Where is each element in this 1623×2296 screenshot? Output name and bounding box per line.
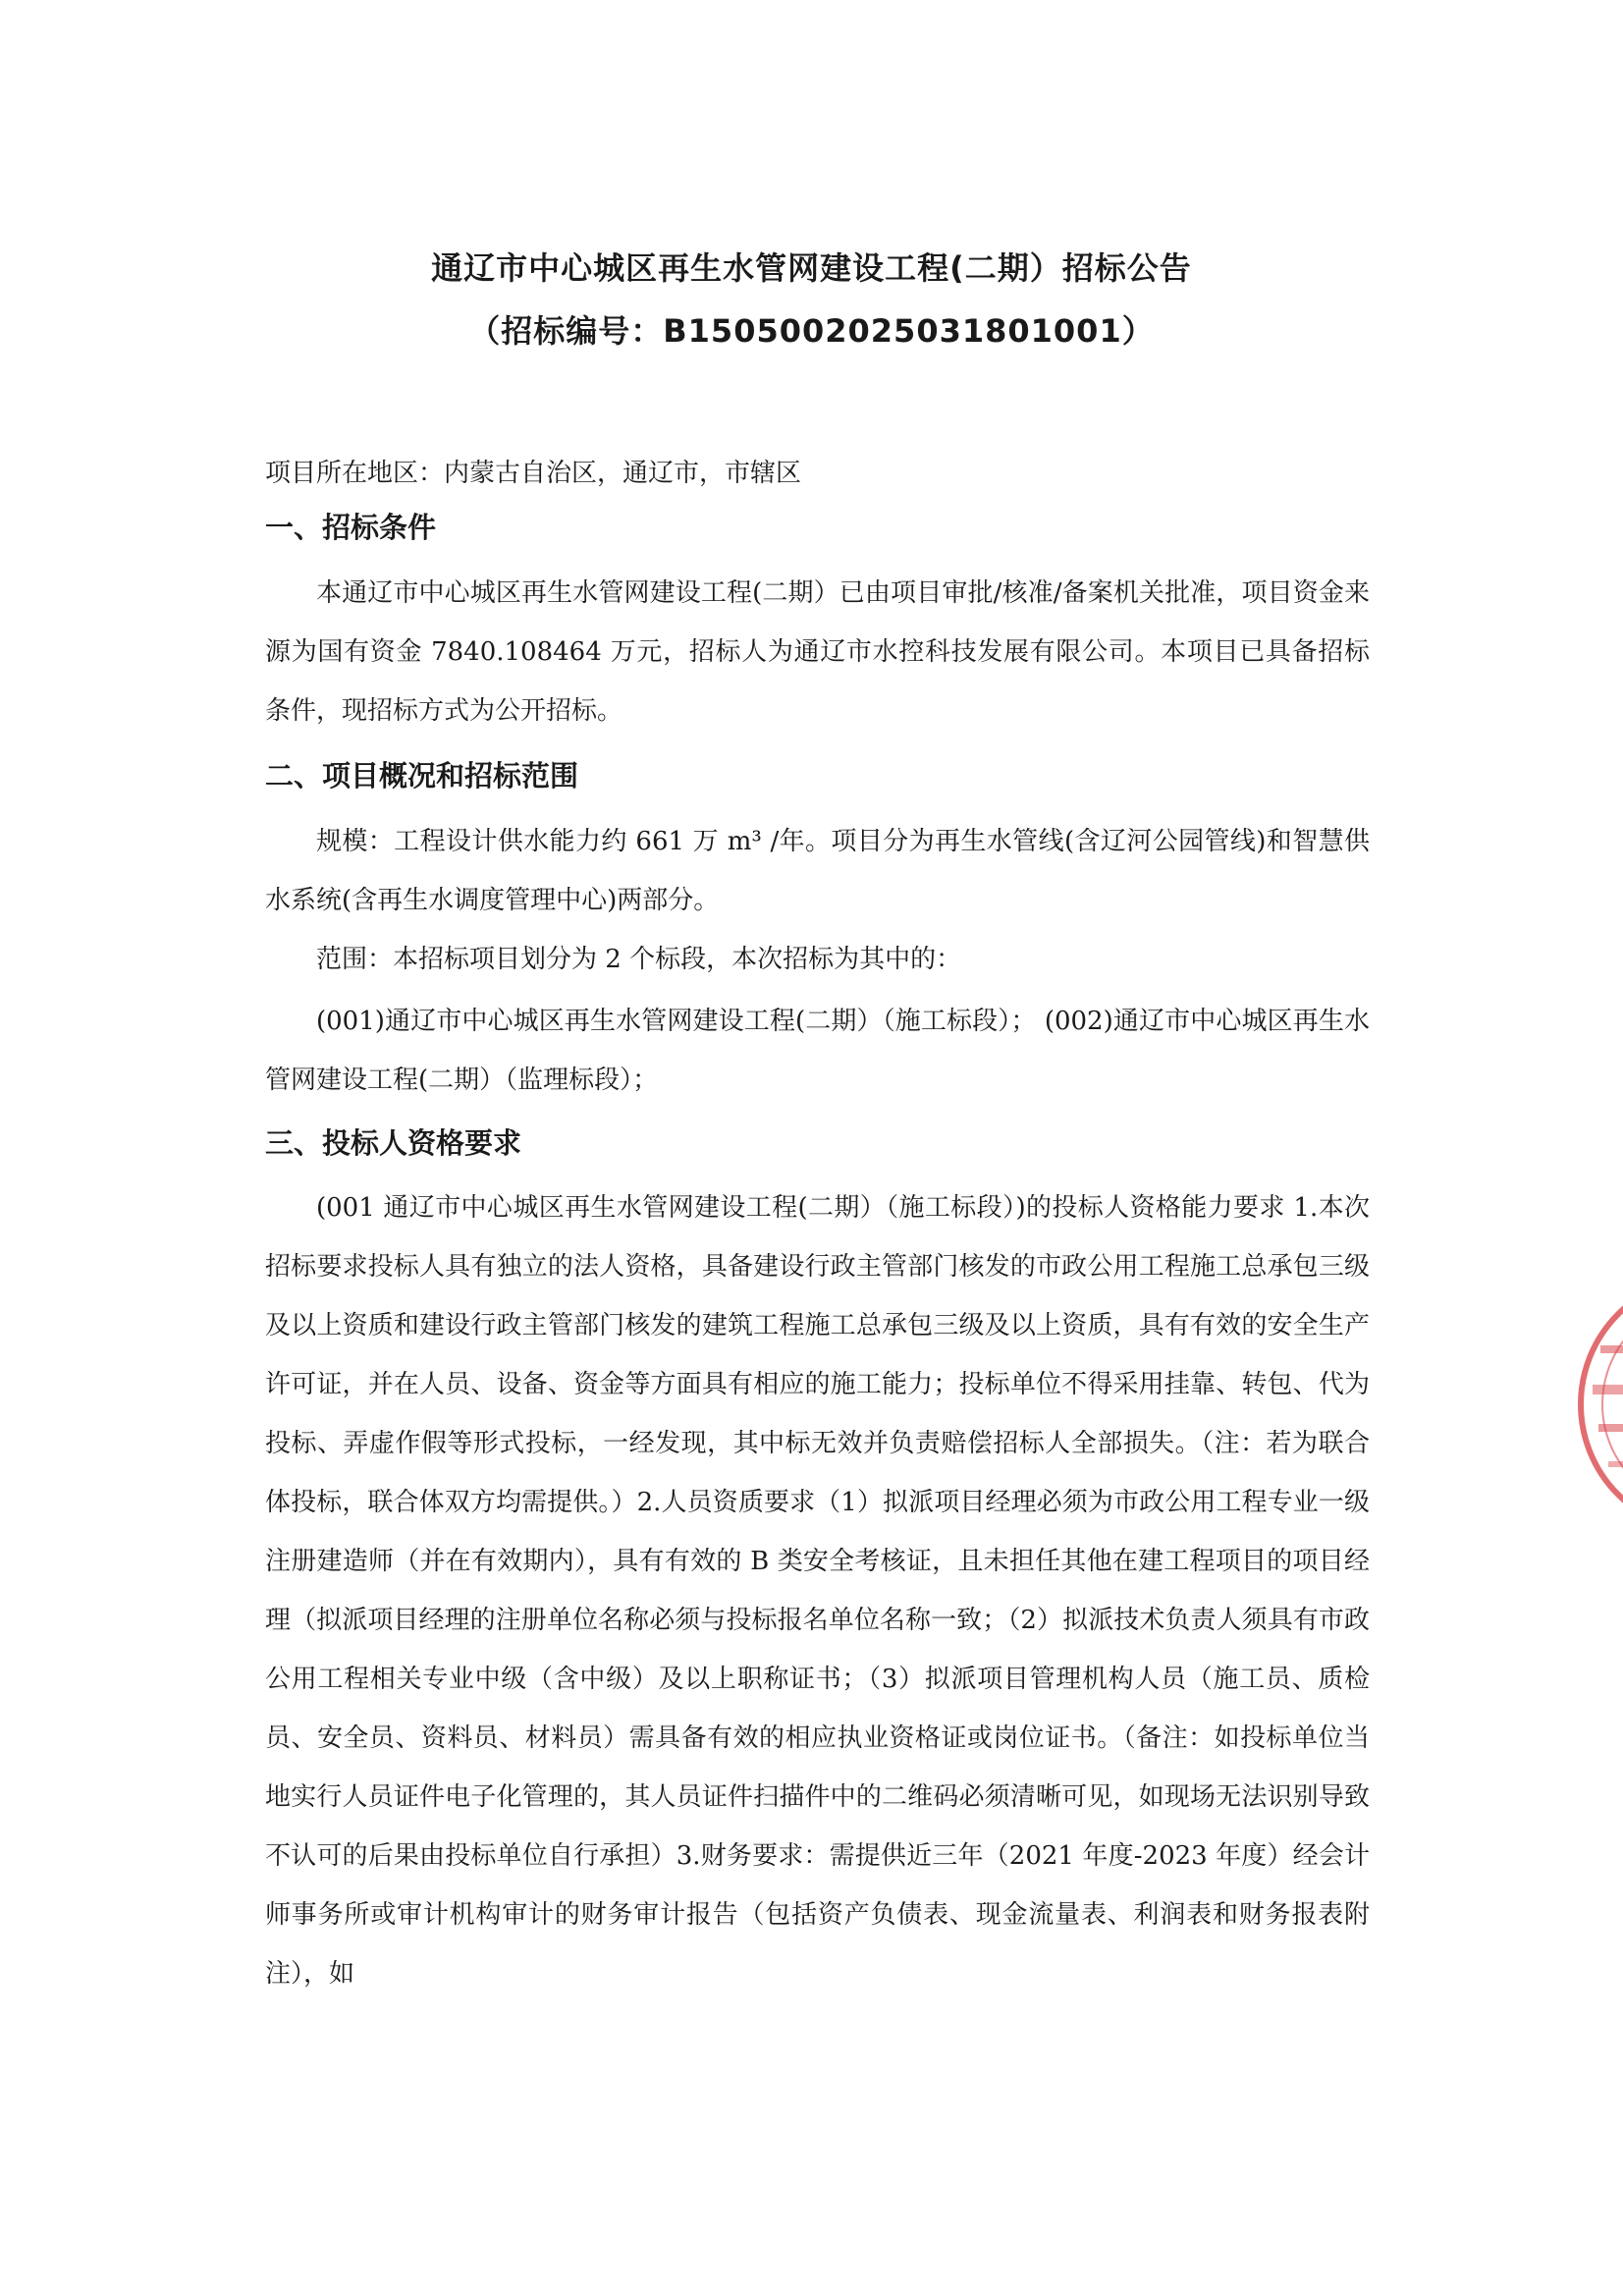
section-heading-2: 二、项目概况和招标范围 xyxy=(265,759,579,793)
stamp-mark-4 xyxy=(1608,1461,1623,1467)
section-heading-1: 一、招标条件 xyxy=(265,511,437,544)
stamp-mark-2 xyxy=(1593,1385,1623,1394)
section-2-paragraph-scope: 范围：本招标项目划分为 2 个标段，本次招标为其中的： xyxy=(316,945,962,974)
red-seal-stamp xyxy=(1571,1257,1623,1552)
tender-number: （招标编号：B1505002025031801001） xyxy=(468,312,1155,350)
section-2-paragraph-scale: 规模：工程设计供水能力约 661 万 m³ /年。项目分为再生水管线(含辽河公园管线)和智慧供水系统(含再生水调度管理中心)两部分。 xyxy=(265,827,1370,915)
section-heading-3: 三、投标人资格要求 xyxy=(265,1126,522,1160)
stamp-mark-3 xyxy=(1598,1424,1623,1432)
section-2-paragraph-lots: (001)通辽市中心城区再生水管网建设工程(二期）（施工标段）； (002)通辽市中心城区再生水管网建设工程(二期）（监理标段）； xyxy=(265,1007,1370,1095)
section-3-paragraph: (001 通辽市中心城区再生水管网建设工程(二期）（施工标段）)的投标人资格能力要求 1.本次招标要求投标人具有独立的法人资格，具备建设行政主管部门核发的市政公用工程施工总承包三级及以上资质和建设行政主管部门核发的建筑工程施工总承包三级及以上资质，具有有效的安全生产许可证，并在人员、设备、资金等方面具有相应的施工能力；投标单位不得采用挂靠、转包、代为投标、弄虚作假等形式投标，一经发现，其中标无效并负责赔偿招标人全部损失。（注：若为联合体投标，联合体双方均需提供。）2.人员资质要求（1）拟派项目经理必须为市政公用工程专业一级注册建造师（并在有效期内），具有有效的 B 类安全考核证，且未担任其他在建工程项目的项目经理（拟派项目经理的注册单位名称必须与投标报名单位名称一致；（2）拟派技术负责人须具有市政公用工程相关专业中级（含中级）及以上职称证书；（3）拟派项目管理机构人员（施工员、质检员、安全员、资料员、材料员）需具备有效的相应执业资格证或岗位证书。（备注：如投标单位当地实行人员证件电子化管理的，其人员证件扫描件中的二维码必须清晰可见，如现场无法识别导致不认可的后果由投标单位自行承担）3.财务要求：需提供近三年（2021 年度-2023 年度）经会计师事务所或审计机构审计的财务审计报告（包括资产负债表、现金流量表、利润表和财务报表附注），如 xyxy=(265,1193,1370,1989)
stamp-mark-1 xyxy=(1600,1345,1623,1353)
document-title: 通辽市中心城区再生水管网建设工程(二期）招标公告 xyxy=(431,249,1192,287)
project-region: 项目所在地区：内蒙古自治区，通辽市，市辖区 xyxy=(265,459,802,488)
section-1-paragraph: 本通辽市中心城区再生水管网建设工程(二期）已由项目审批/核准/备案机关批准，项目资金来源为国有资金 7840.108464 万元，招标人为通辽市水控科技发展有限公司。本项目已具备招标条件，现招标方式为公开招标。 xyxy=(265,578,1370,726)
